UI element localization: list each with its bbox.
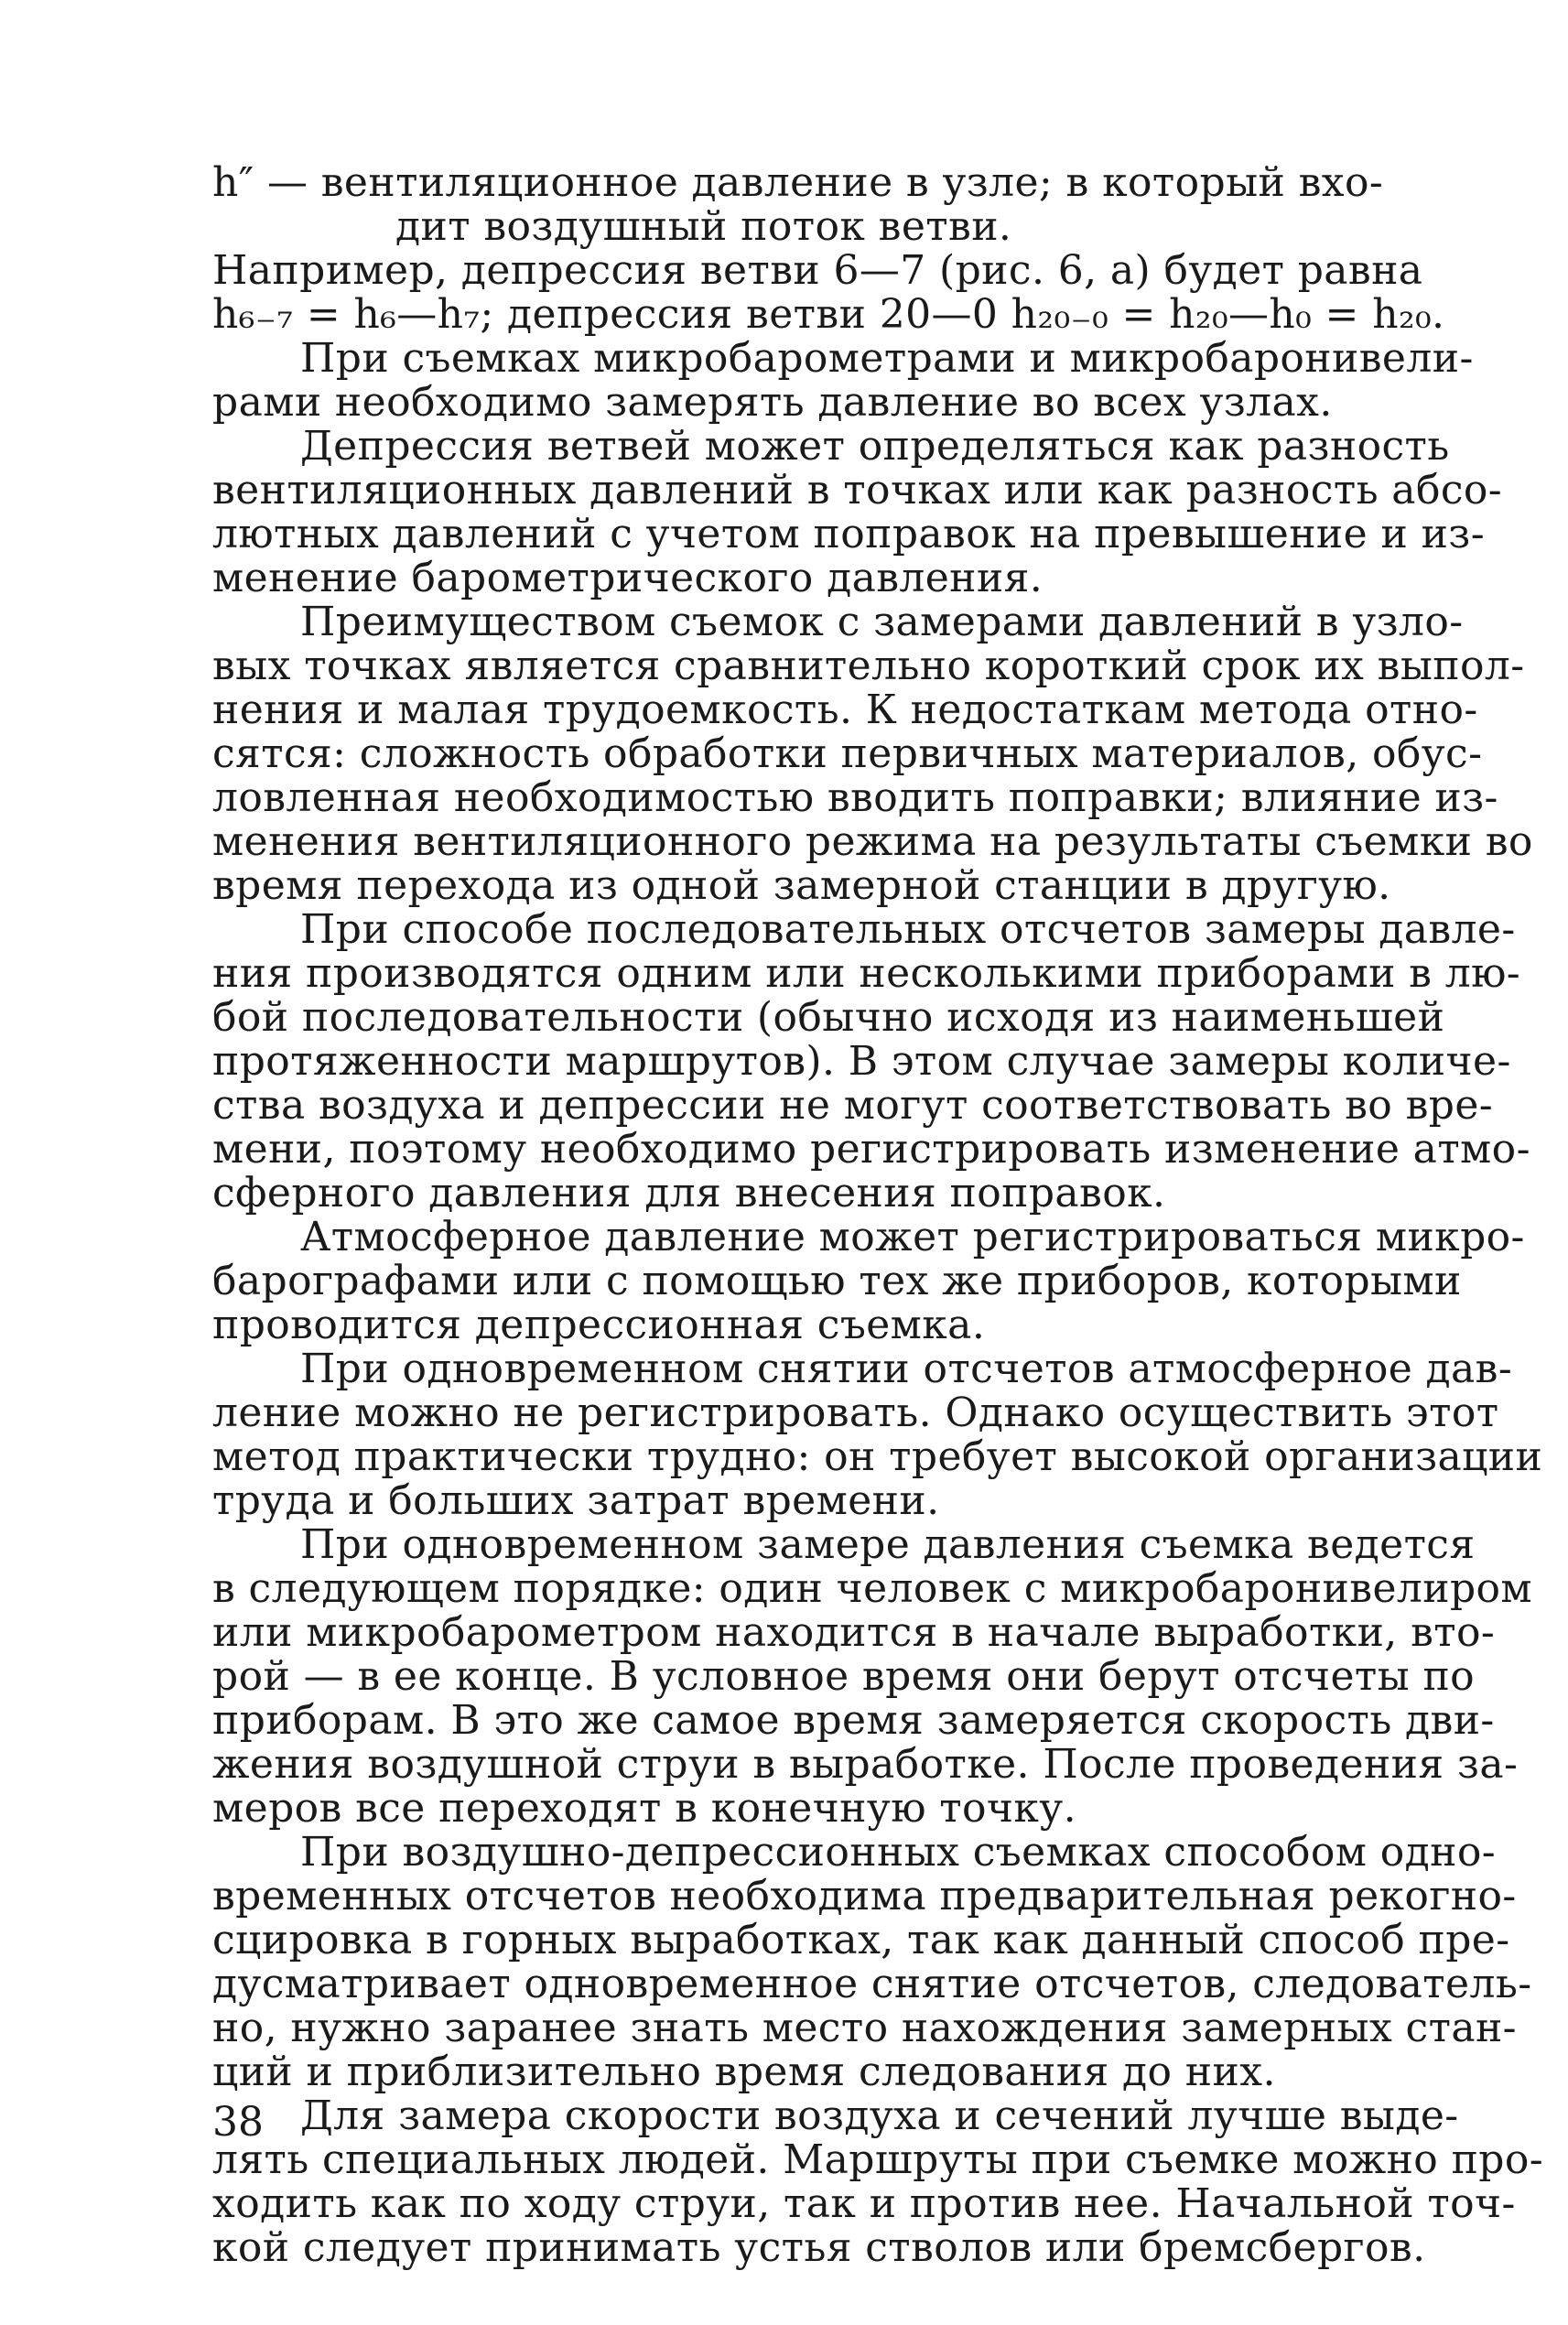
text-line: жения воздушной струи в выработке. После проведения за- bbox=[212, 1741, 1519, 1788]
text-line: ций и приблизительно время следования до них. bbox=[212, 2049, 1276, 2095]
text-line: временных отсчетов необходима предварительная рекогно- bbox=[212, 1873, 1517, 1919]
text-line: дусматривает одновременное снятие отсчетов, следователь- bbox=[212, 1961, 1532, 2007]
text-line: кой следует принимать устья стволов или бремсбергов. bbox=[212, 2224, 1426, 2271]
text-line: рами необходимо замерять давление во всех узлах. bbox=[212, 379, 1333, 426]
text-line: протяженности маршрутов). В этом случае замеры количе- bbox=[212, 1038, 1511, 1085]
text-line: сятся: сложность обработки первичных материалов, обус- bbox=[212, 730, 1483, 777]
text-line: проводится депрессионная съемка. bbox=[212, 1302, 986, 1348]
text-line: ловленная необходимостью вводить поправки; влияние из- bbox=[212, 774, 1498, 821]
text-line: При воздушно-депрессионных съемках способом одно- bbox=[300, 1829, 1496, 1876]
text-line: менение барометрического давления. bbox=[212, 555, 1044, 601]
text-line: вых точках является сравнительно короткий срок их выпол- bbox=[212, 643, 1525, 689]
text-line: При способе последовательных отсчетов замеры давле- bbox=[300, 906, 1516, 953]
text-line: менения вентиляционного режима на результаты съемки во bbox=[212, 818, 1533, 865]
text-line: При одновременном замере давления съемка ведется bbox=[300, 1521, 1476, 1568]
text-line: дит воздушный поток ветви. bbox=[395, 203, 1012, 250]
text-line: но, нужно заранее знать место нахождения замерных стан- bbox=[212, 2005, 1517, 2051]
text-line: h₆₋₇ = h₆—h₇; депрессия ветви 20—0 h₂₀₋₀ = h₂₀—h₀ = h₂₀. bbox=[212, 291, 1445, 338]
text-line: меров все переходят в конечную точку. bbox=[212, 1785, 1076, 1832]
text-line: ния производятся одним или несколькими приборами в лю- bbox=[212, 950, 1521, 997]
text-line: ства воздуха и депрессии не могут соответствовать во вре- bbox=[212, 1082, 1494, 1129]
text-line: в следующем порядке: один человек с микробаронивелиром bbox=[212, 1565, 1533, 1612]
text-line: бой последовательности (обычно исходя из наименьшей bbox=[212, 994, 1445, 1041]
text-line: ходить как по ходу струи, так и против нее. Начальной точ- bbox=[212, 2180, 1516, 2227]
text-line: Например, депрессия ветви 6—7 (рис. 6, а) будет равна bbox=[212, 247, 1423, 294]
text-line: Депрессия ветвей может определяться как разность bbox=[300, 423, 1450, 470]
text-line: приборам. В это же самое время замеряется скорость дви- bbox=[212, 1697, 1495, 1744]
text-line: сферного давления для внесения поправок. bbox=[212, 1170, 1166, 1217]
text-line: лютных давлений с учетом поправок на превышение и из- bbox=[212, 511, 1485, 557]
page-number: 38 bbox=[212, 2099, 264, 2146]
text-line: лять специальных людей. Маршруты при съемке можно про- bbox=[212, 2136, 1544, 2183]
text-line: время перехода из одной замерной станции в другую. bbox=[212, 862, 1391, 909]
text-line: Атмосферное давление может регистрироваться микро- bbox=[300, 1214, 1525, 1260]
text-line: рой — в ее конце. В условное время они берут отсчеты по bbox=[212, 1653, 1476, 1700]
text-line: метод практически трудно: он требует высокой организации bbox=[212, 1433, 1543, 1480]
text-line: ление можно не регистрировать. Однако осуществить этот bbox=[212, 1390, 1499, 1436]
body-text bbox=[212, 159, 1544, 2271]
text-line: барографами или с помощью тех же приборов, которыми bbox=[212, 1258, 1462, 1304]
text-line: При одновременном снятии отсчетов атмосферное дав- bbox=[300, 1346, 1513, 1392]
text-line: вентиляционных давлений в точках или как разность абсо- bbox=[212, 467, 1503, 514]
text-line: Для замера скорости воздуха и сечений лучше выде- bbox=[300, 2092, 1459, 2139]
text-line: труда и больших затрат времени. bbox=[212, 1477, 940, 1524]
text-line: мени, поэтому необходимо регистрировать изменение атмо- bbox=[212, 1126, 1530, 1173]
text-line: нения и малая трудоемкость. К недостаткам метода отно- bbox=[212, 687, 1478, 733]
text-line: Преимуществом съемок с замерами давлений в узло- bbox=[300, 599, 1464, 645]
text-line: При съемках микробарометрами и микробаронивели- bbox=[300, 335, 1474, 382]
text-line: сцировка в горных выработках, так как данный способ пре- bbox=[212, 1917, 1510, 1963]
text-line: или микробарометром находится в начале выработки, вто- bbox=[212, 1609, 1496, 1656]
text-line: h″ — вентиляционное давление в узле; в который вхо- bbox=[212, 159, 1384, 206]
